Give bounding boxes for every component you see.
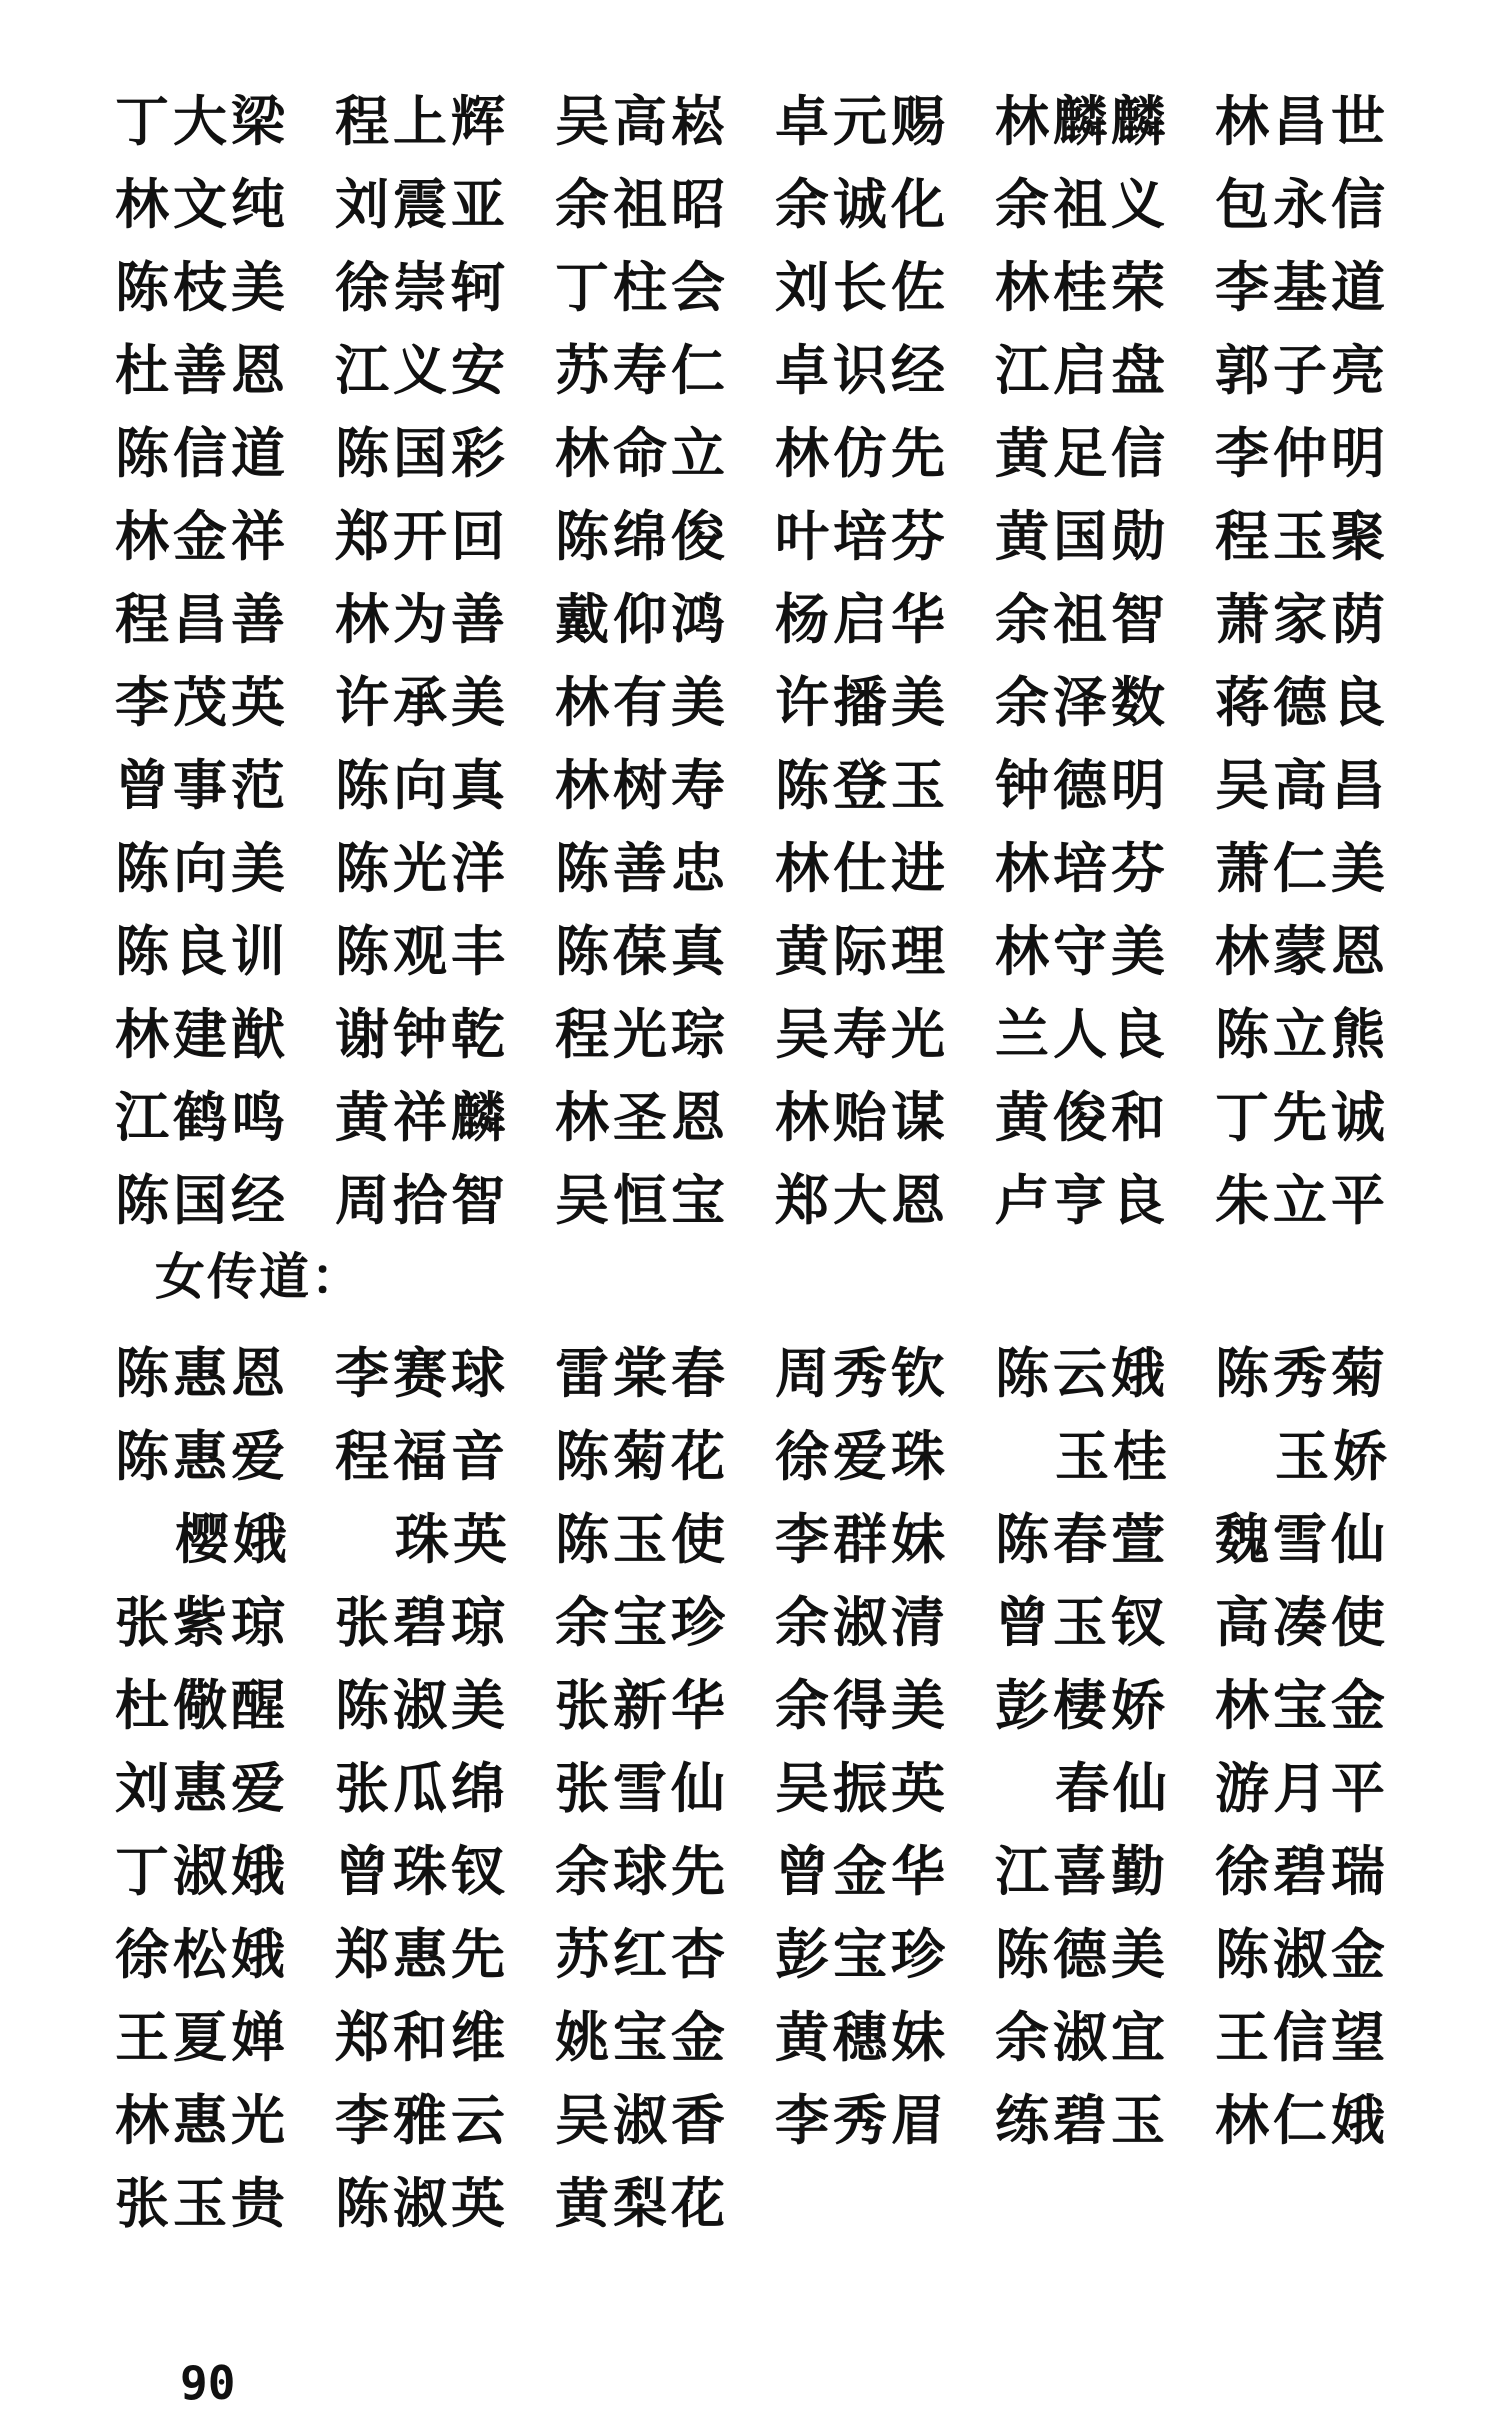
female-name-name: 吴淑香 <box>555 2088 729 2152</box>
female-name-name: 张雪仙 <box>555 1756 729 1820</box>
female-name-name: 张瓜绵 <box>335 1756 509 1820</box>
female-name-name: 陈淑金 <box>1215 1922 1389 1986</box>
male-name-row <box>115 1076 1415 1159</box>
male-name-name: 程上辉 <box>335 89 509 153</box>
female-name-name: 陈秀菊 <box>1215 1341 1389 1405</box>
male-name-name: 曾事范 <box>115 753 289 817</box>
male-name-name: 吴高崧 <box>555 89 729 153</box>
male-name-name: 陈国彩 <box>335 421 509 485</box>
male-name-name: 林贻谋 <box>775 1085 949 1149</box>
female-name-row <box>115 2079 1415 2162</box>
male-name-name: 陈登玉 <box>775 753 949 817</box>
male-name-name: 陈葆真 <box>555 919 729 983</box>
female-name-name: 余球先 <box>555 1839 729 1903</box>
male-name-name: 陈向真 <box>335 753 509 817</box>
male-name-name: 萧家荫 <box>1215 587 1389 651</box>
female-name-name: 周秀钦 <box>775 1341 949 1405</box>
male-name-name: 戴仰鸿 <box>555 587 729 651</box>
male-name-row <box>115 661 1415 744</box>
female-name-name: 彭棲娇 <box>995 1673 1169 1737</box>
female-name-name: 张玉贵 <box>115 2171 289 2235</box>
male-name-name: 郭子亮 <box>1215 338 1389 402</box>
female-name-name: 余淑宜 <box>995 2005 1169 2069</box>
female-name-name: 郑和维 <box>335 2005 509 2069</box>
female-name-name: 郑惠先 <box>335 1922 509 1986</box>
male-name-name: 陈绵俊 <box>555 504 729 568</box>
female-name-name: 刘惠爱 <box>115 1756 289 1820</box>
male-name-name: 陈立熊 <box>1215 1002 1389 1066</box>
female-name-name: 练碧玉 <box>995 2088 1169 2152</box>
male-name-name: 余祖智 <box>995 587 1169 651</box>
female-name-name: 高凑使 <box>1215 1590 1389 1654</box>
male-name-name: 林金祥 <box>115 504 289 568</box>
female-name-row <box>115 1913 1415 1996</box>
female-preachers-heading: 女传道： <box>155 1248 363 1306</box>
male-name-name: 包永信 <box>1215 172 1389 236</box>
male-name-row <box>115 910 1415 993</box>
female-name-row <box>115 1996 1415 2079</box>
male-name-name: 程昌善 <box>115 587 289 651</box>
female-name-name: 吴振英 <box>775 1756 949 1820</box>
male-name-name: 余祖义 <box>995 172 1169 236</box>
female-name-name: 杜儆醒 <box>115 1673 289 1737</box>
male-name-name: 林文纯 <box>115 172 289 236</box>
male-name-name: 卓元赐 <box>775 89 949 153</box>
male-name-name: 吴高昌 <box>1215 753 1389 817</box>
male-name-row <box>115 1159 1415 1242</box>
female-name-name: 王夏婵 <box>115 2005 289 2069</box>
female-name-name: 丁淑娥 <box>115 1839 289 1903</box>
female-name-row <box>115 2162 1415 2245</box>
male-name-name: 江启盘 <box>995 338 1169 402</box>
female-name-name: 陈惠恩 <box>115 1341 289 1405</box>
male-name-name: 黄足信 <box>995 421 1169 485</box>
male-name-name: 杜善恩 <box>115 338 289 402</box>
male-name-name: 江鹤鸣 <box>115 1085 289 1149</box>
male-name-name: 陈信道 <box>115 421 289 485</box>
male-name-row <box>115 163 1415 246</box>
female-name-name: 陈菊花 <box>555 1424 729 1488</box>
male-name-name: 林为善 <box>335 587 509 651</box>
female-name-name: 陈春萱 <box>995 1507 1169 1571</box>
female-name-name: 林仁娥 <box>1215 2088 1389 2152</box>
male-name-row <box>115 495 1415 578</box>
female-name-name: 黄穗妹 <box>775 2005 949 2069</box>
male-name-name: 陈善忠 <box>555 836 729 900</box>
female-name-name: 陈惠爱 <box>115 1424 289 1488</box>
male-name-name: 卓识经 <box>775 338 949 402</box>
male-name-name: 郑开回 <box>335 504 509 568</box>
male-name-row <box>115 744 1415 827</box>
female-name-name: 曾玉钗 <box>995 1590 1169 1654</box>
female-name-name: 彭宝珍 <box>775 1922 949 1986</box>
male-name-name: 林蒙恩 <box>1215 919 1389 983</box>
female-name-name: 曾珠钗 <box>335 1839 509 1903</box>
female-name-name: 余得美 <box>775 1673 949 1737</box>
female-name-row <box>115 1498 1415 1581</box>
male-name-row <box>115 827 1415 910</box>
male-name-name: 丁柱会 <box>555 255 729 319</box>
male-name-name: 林有美 <box>555 670 729 734</box>
female-name-name: 徐碧瑞 <box>1215 1839 1389 1903</box>
male-name-name: 谢钟乾 <box>335 1002 509 1066</box>
male-name-name: 萧仁美 <box>1215 836 1389 900</box>
female-name-name: 魏雪仙 <box>1215 1507 1389 1571</box>
female-name-name: 陈淑美 <box>335 1673 509 1737</box>
female-name-name: 春仙 <box>1055 1756 1171 1820</box>
male-name-name: 陈观丰 <box>335 919 509 983</box>
female-name-row <box>115 1830 1415 1913</box>
female-name-name: 雷棠春 <box>555 1341 729 1405</box>
male-name-name: 林命立 <box>555 421 729 485</box>
male-name-name: 江义安 <box>335 338 509 402</box>
male-name-name: 黄国勋 <box>995 504 1169 568</box>
female-name-name: 王信望 <box>1215 2005 1389 2069</box>
male-names-list <box>115 80 1415 1242</box>
male-name-name: 林培芬 <box>995 836 1169 900</box>
male-name-name: 卢亨良 <box>995 1168 1169 1232</box>
female-name-name: 李群妹 <box>775 1507 949 1571</box>
male-name-name: 苏寿仁 <box>555 338 729 402</box>
female-name-name: 游月平 <box>1215 1756 1389 1820</box>
female-name-name: 姚宝金 <box>555 2005 729 2069</box>
male-name-name: 陈国经 <box>115 1168 289 1232</box>
male-name-name: 朱立平 <box>1215 1168 1389 1232</box>
male-name-name: 陈良训 <box>115 919 289 983</box>
male-name-name: 李茂英 <box>115 670 289 734</box>
female-name-name: 曾金华 <box>775 1839 949 1903</box>
female-name-row <box>115 1747 1415 1830</box>
male-name-name: 许承美 <box>335 670 509 734</box>
male-name-name: 郑大恩 <box>775 1168 949 1232</box>
male-name-name: 林桂荣 <box>995 255 1169 319</box>
female-name-name: 玉娇 <box>1275 1424 1391 1488</box>
male-name-name: 徐崇轲 <box>335 255 509 319</box>
male-name-name: 陈向美 <box>115 836 289 900</box>
female-name-name: 徐松娥 <box>115 1922 289 1986</box>
female-name-name: 陈德美 <box>995 1922 1169 1986</box>
female-name-name: 李雅云 <box>335 2088 509 2152</box>
female-name-name: 樱娥 <box>175 1507 291 1571</box>
female-name-row <box>115 1664 1415 1747</box>
male-name-row <box>115 993 1415 1076</box>
male-name-name: 林树寿 <box>555 753 729 817</box>
male-name-name: 程光琮 <box>555 1002 729 1066</box>
female-name-name: 徐爱珠 <box>775 1424 949 1488</box>
male-name-name: 李仲明 <box>1215 421 1389 485</box>
female-names-list <box>115 1332 1415 2245</box>
female-name-name: 玉桂 <box>1055 1424 1171 1488</box>
male-name-row <box>115 246 1415 329</box>
male-name-name: 程玉聚 <box>1215 504 1389 568</box>
female-name-row <box>115 1415 1415 1498</box>
female-name-row <box>115 1332 1415 1415</box>
male-name-name: 林仕进 <box>775 836 949 900</box>
male-name-name: 吴恒宝 <box>555 1168 729 1232</box>
female-name-name: 陈淑英 <box>335 2171 509 2235</box>
male-name-name: 许播美 <box>775 670 949 734</box>
male-name-name: 吴寿光 <box>775 1002 949 1066</box>
female-name-name: 林宝金 <box>1215 1673 1389 1737</box>
male-name-row <box>115 80 1415 163</box>
male-name-name: 黄俊和 <box>995 1085 1169 1149</box>
female-name-name: 陈云娥 <box>995 1341 1169 1405</box>
male-name-name: 林昌世 <box>1215 89 1389 153</box>
male-name-name: 林圣恩 <box>555 1085 729 1149</box>
female-name-row <box>115 1581 1415 1664</box>
male-name-name: 丁大梁 <box>115 89 289 153</box>
female-name-name: 张新华 <box>555 1673 729 1737</box>
female-name-name: 苏红杏 <box>555 1922 729 1986</box>
male-name-name: 黄际理 <box>775 919 949 983</box>
male-name-name: 刘震亚 <box>335 172 509 236</box>
female-name-name: 余淑清 <box>775 1590 949 1654</box>
male-name-row <box>115 578 1415 661</box>
male-name-name: 蒋德良 <box>1215 670 1389 734</box>
female-name-name: 林惠光 <box>115 2088 289 2152</box>
male-name-name: 余泽数 <box>995 670 1169 734</box>
male-name-name: 刘长佐 <box>775 255 949 319</box>
female-name-name: 陈玉使 <box>555 1507 729 1571</box>
female-name-name: 江喜勤 <box>995 1839 1169 1903</box>
female-name-name: 珠英 <box>395 1507 511 1571</box>
male-name-name: 余祖昭 <box>555 172 729 236</box>
male-name-name: 林守美 <box>995 919 1169 983</box>
male-name-name: 林麟麟 <box>995 89 1169 153</box>
female-name-name: 黄梨花 <box>555 2171 729 2235</box>
male-name-row <box>115 412 1415 495</box>
female-name-name: 程福音 <box>335 1424 509 1488</box>
male-name-name: 兰人良 <box>995 1002 1169 1066</box>
female-name-name: 张碧琼 <box>335 1590 509 1654</box>
female-name-name: 张紫琼 <box>115 1590 289 1654</box>
male-name-name: 李基道 <box>1215 255 1389 319</box>
male-name-name: 杨启华 <box>775 587 949 651</box>
male-name-name: 丁先诚 <box>1215 1085 1389 1149</box>
male-name-name: 叶培芬 <box>775 504 949 568</box>
male-name-name: 黄祥麟 <box>335 1085 509 1149</box>
male-name-name: 陈枝美 <box>115 255 289 319</box>
male-name-name: 周拾智 <box>335 1168 509 1232</box>
page-number: 90 <box>180 2356 236 2410</box>
female-name-name: 余宝珍 <box>555 1590 729 1654</box>
female-name-name: 李秀眉 <box>775 2088 949 2152</box>
female-name-name: 李赛球 <box>335 1341 509 1405</box>
male-name-name: 陈光洋 <box>335 836 509 900</box>
male-name-name: 林仿先 <box>775 421 949 485</box>
male-name-row <box>115 329 1415 412</box>
male-name-name: 钟德明 <box>995 753 1169 817</box>
male-name-name: 林建猷 <box>115 1002 289 1066</box>
male-name-name: 余诚化 <box>775 172 949 236</box>
